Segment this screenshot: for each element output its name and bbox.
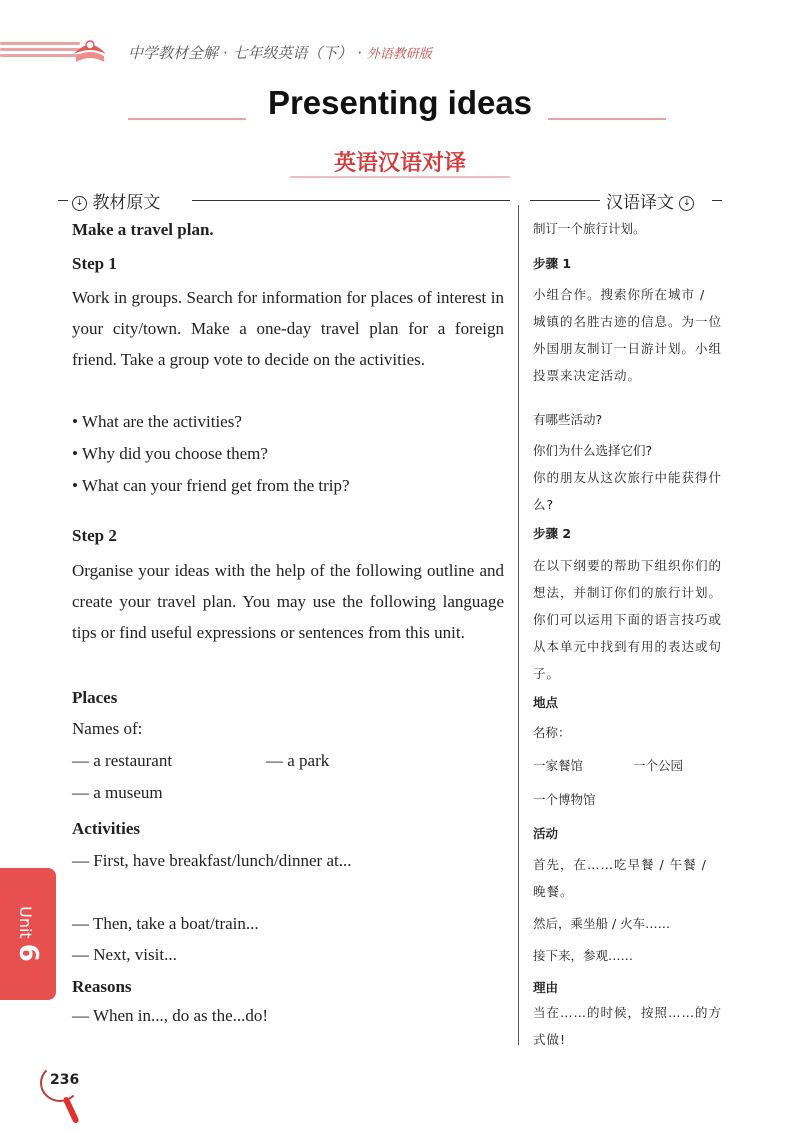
zh-restaurant: 一家餐馆 [533,758,584,773]
en-next: — Next, visit... [72,945,177,964]
right-header-dash [712,200,722,201]
zh-places: 地点 [533,695,559,710]
page-title: Presenting ideas [267,84,533,121]
en-names-of: Names of: [72,719,143,738]
zh-first: 首先，在……吃早餐 / 午餐 / 晚餐。 [533,857,707,899]
zh-activities: 活动 [533,826,559,841]
en-activities: Activities [72,819,140,838]
en-when-in: — When in..., do as the...do! [72,1006,269,1025]
en-step2-text: Organise your ideas with the help of the following outline and create your travel plan. You may use the following language tips or find useful expressions or sentences from this unit. [72,561,504,642]
zh-then: 然后，乘坐船 / 火车…… [533,916,671,931]
zh-heading: 制订一个旅行计划。 [533,221,646,236]
header-separator: · [357,44,362,62]
section-subtitle: 英语汉语对译 [333,151,466,176]
en-step2: Step 2 [72,526,117,545]
zh-names-of: 名称： [533,725,571,740]
unit-number: 6 [12,943,43,962]
en-question: • Why did you choose them? [72,444,268,463]
zh-question: 你们为什么选择它们? [533,443,653,458]
page-number-marker [62,1096,79,1124]
zh-next: 接下来，参观…… [533,948,634,963]
title-rule-right [548,118,666,120]
zh-reasons: 理由 [533,980,559,995]
zh-step2: 步骤 2 [533,526,572,541]
right-column-label: 汉语译文 [606,193,674,213]
left-header-dash [58,200,68,201]
down-arrow-icon: ↓ [679,196,694,211]
series-name: 中学教材全解 [128,44,219,62]
down-arrow-icon: ↓ [72,196,87,211]
en-step1-text: Work in groups. Search for information for places of interest in your city/town. Make a one-day travel plan for a foreign friend. Take a group vote to decide on the activities. [72,288,504,369]
zh-museum: 一个博物馆 [533,792,596,807]
zh-step1: 步骤 1 [533,256,572,271]
header-rule-left [192,200,510,201]
en-heading: Make a travel plan. [72,220,214,239]
en-first: — First, have breakfast/lunch/dinner at... [72,851,352,870]
zh-when-in: 当在……的时候，按照……的方式做! [533,1005,723,1047]
unit-tab-label [0,868,56,1000]
book-name: 七年级英语（下） [232,44,353,62]
subtitle-rule [290,176,510,178]
en-then: — Then, take a boat/train... [72,914,259,933]
right-column-header [606,188,694,213]
page-number: 236 [50,1072,80,1088]
en-question: • What can your friend get from the trip? [72,476,350,495]
en-question: • What are the activities? [72,412,242,431]
en-reasons: Reasons [72,977,132,996]
header-rule-right [530,200,600,201]
zh-park: 一个公园 [633,758,684,773]
header-title [128,42,432,63]
left-column-header [72,188,160,213]
zh-question: 你的朋友从这次旅行中能获得什么? [533,470,723,512]
header-separator: · [222,44,228,62]
left-column-label: 教材原文 [92,193,161,213]
publisher-name: 外语教研版 [366,47,432,62]
column-divider [518,205,519,1045]
title-rule-left [128,118,246,120]
unit-word: Unit [15,906,35,939]
en-step1: Step 1 [72,254,117,273]
en-museum: — a museum [72,783,163,802]
book-logo-icon [70,36,110,68]
zh-step1-text: 小组合作。搜索你所在城市 / 城镇的名胜古迹的信息。为一位外国朋友制订一日游计划。小组投票来决定活动。 [533,287,723,383]
zh-question: 有哪些活动? [533,412,603,427]
zh-step2-text: 在以下纲要的帮助下组织你们的想法，并制订你们的旅行计划。你们可以运用下面的语言技巧或从本单元中找到有用的表达或句子。 [533,558,723,681]
en-restaurant: — a restaurant [72,751,173,770]
en-places: Places [72,688,118,707]
en-park: — a park [266,751,330,770]
header-decoration [0,42,80,62]
